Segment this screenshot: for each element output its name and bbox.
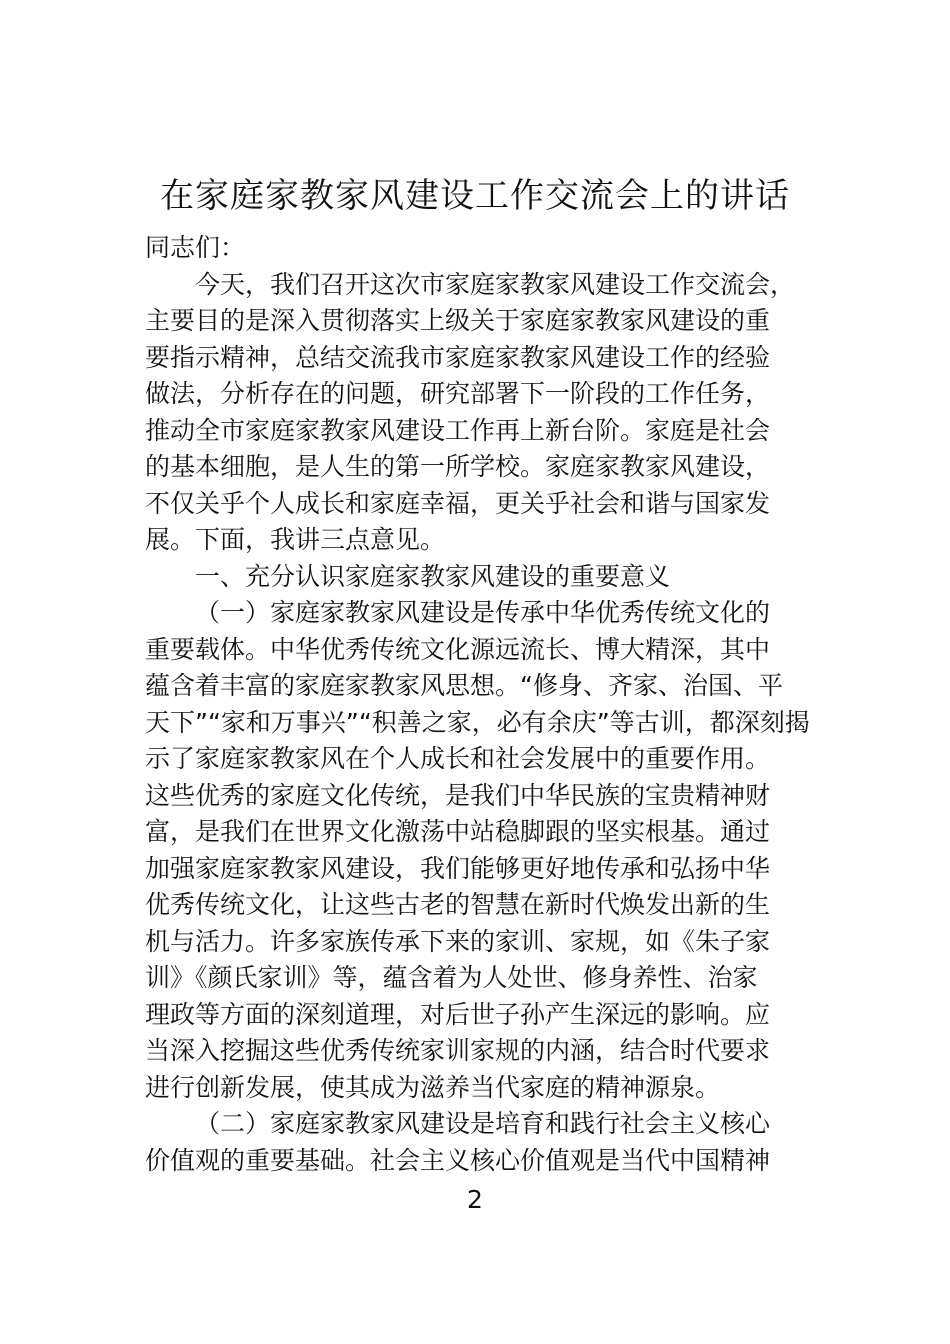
paragraph-line: 示了家庭家教家风在个人成长和社会发展中的重要作用。	[145, 744, 771, 773]
paragraph-line: 做法，分析存在的问题，研究部署下一阶段的工作任务，	[145, 379, 771, 408]
paragraph-line: 当深入挖掘这些优秀传统家训家规的内涵，结合时代要求	[145, 1036, 771, 1065]
paragraph-line: 的基本细胞，是人生的第一所学校。家庭家教家风建设，	[145, 452, 771, 481]
paragraph-line: 进行创新发展，使其成为滋养当代家庭的精神源泉。	[145, 1072, 721, 1102]
paragraph-line: 机与活力。许多家族传承下来的家训、家规，如《朱子家	[145, 926, 771, 956]
paragraph-line: 价值观的重要基础。社会主义核心价值观是当代中国精神	[145, 1145, 771, 1175]
paragraph-line: 富，是我们在世界文化激荡中站稳脚跟的坚实根基。通过	[145, 817, 771, 846]
paragraph-line: 加强家庭家教家风建设，我们能够更好地传承和弘扬中华	[145, 853, 771, 883]
paragraph-line: 天下”“家和万事兴”“积善之家，必有余庆”等古训，都深刻揭	[145, 707, 810, 737]
paragraph-line: 今天，我们召开这次市家庭家教家风建设工作交流会，	[195, 269, 796, 299]
page-number: 2	[467, 1185, 483, 1214]
paragraph-line: 理政等方面的深刻道理，对后世子孙产生深远的影响。应	[145, 999, 771, 1029]
paragraph-line: 重要载体。中华优秀传统文化源远流长、博大精深，其中	[145, 634, 771, 664]
paragraph-line: 要指示精神，总结交流我市家庭家教家风建设工作的经验	[145, 342, 771, 372]
paragraph-line: 不仅关乎个人成长和家庭幸福，更关乎社会和谐与国家发	[145, 488, 771, 518]
section-heading: 一、充分认识家庭家教家风建设的重要意义	[195, 561, 671, 591]
document-body	[145, 230, 815, 1179]
paragraph-line: 这些优秀的家庭文化传统，是我们中华民族的宝贵精神财	[145, 780, 771, 810]
document-title: 在家庭家教家风建设工作交流会上的讲话	[160, 176, 790, 216]
paragraph-line: 优秀传统文化，让这些古老的智慧在新时代焕发出新的生	[145, 890, 771, 919]
salutation: 同志们：	[145, 233, 246, 262]
paragraph-line: 训》《颜氏家训》等，蕴含着为人处世、修身养性、治家	[145, 963, 758, 992]
paragraph-line: （一）家庭家教家风建设是传承中华优秀传统文化的	[195, 598, 771, 627]
paragraph-line: 展。下面，我讲三点意见。	[145, 525, 446, 554]
paragraph-line: 蕴含着丰富的家庭家教家风思想。“修身、齐家、治国、平	[145, 671, 783, 700]
paragraph-line: （二）家庭家教家风建设是培育和践行社会主义核心	[195, 1109, 771, 1138]
paragraph-line: 主要目的是深入贯彻落实上级关于家庭家教家风建设的重	[145, 306, 771, 335]
paragraph-line: 推动全市家庭家教家风建设工作再上新台阶。家庭是社会	[145, 415, 771, 445]
